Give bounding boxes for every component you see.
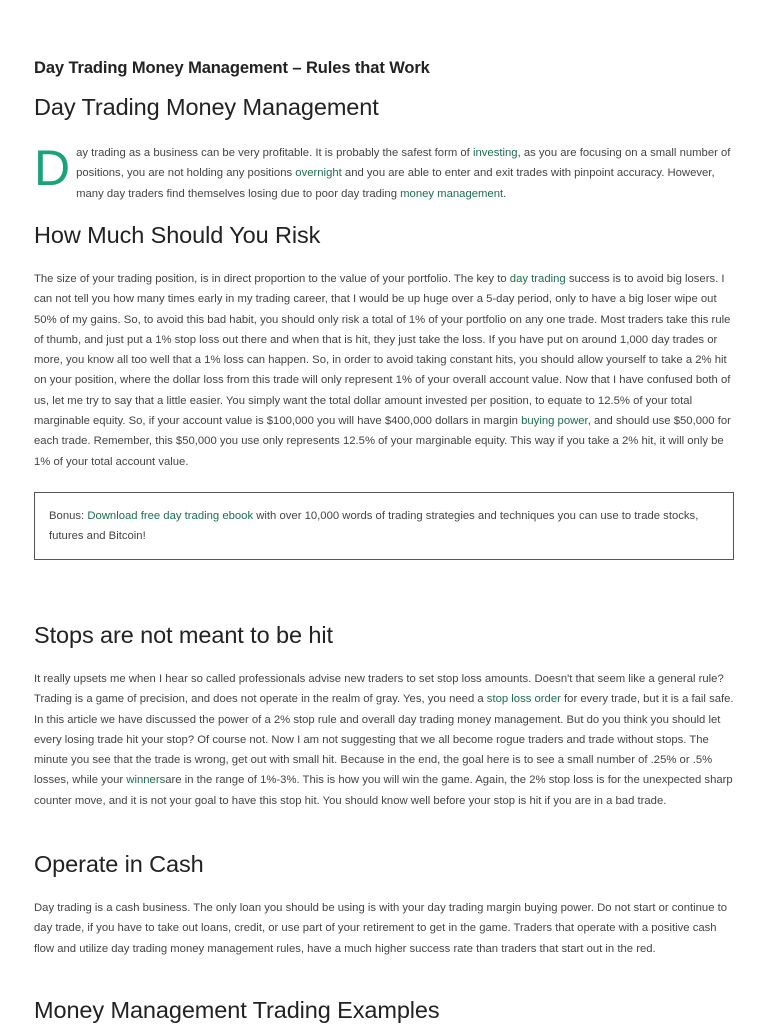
risk-paragraph [34, 269, 736, 472]
link-buying-power[interactable]: buying power [521, 415, 588, 428]
link-investing[interactable]: investing [472, 147, 518, 159]
intro-text-1: ay trading as a business can be very profitable. It is probably the safest form of [76, 147, 473, 159]
bonus-prefix: Bonus: [49, 510, 88, 522]
stops-text-2: for every trade, but it is a fail safe. In this article we have discussed the power of a 2% stop rule and overall day trading money management. But do you think you should let every losing trade hit your stop? Of course not. Now I am not suggesting that we all become rogue traders and trade without stops. The minute you see that the trade is wrong, get out with small hit. Because in the end, the goal here is to see a small number of .25% or .5% losses, while your [34, 693, 734, 787]
link-winners[interactable]: winners [126, 774, 166, 787]
link-download-ebook[interactable]: Download free day trading ebook [87, 510, 254, 522]
intro-text-4: . [503, 187, 507, 200]
section-heading-cash: Operate in Cash [34, 851, 204, 877]
bonus-text: with over 10,000 words of trading strategies and techniques you can use to trade stocks, futures and Bitcoin! [49, 510, 699, 543]
intro-paragraph [34, 140, 736, 204]
bonus-box [34, 492, 734, 560]
intro-text-2: , as you are focusing on a small number of positions, you are not holding any positions [76, 147, 731, 180]
link-overnight[interactable]: overnight [295, 167, 342, 180]
link-money-management[interactable]: money management [400, 187, 504, 200]
risk-text-1: The size of your trading position, is in direct proportion to the value of your portfolio. The key to [34, 273, 510, 285]
section-heading-money-management: Day Trading Money Management [34, 94, 379, 120]
stops-paragraph [34, 669, 736, 811]
intro-text-3: and you are able to enter and exit trades with pinpoint accuracy. However, many day traders find themselves losing due to poor day trading [76, 167, 715, 200]
section-heading-risk: How Much Should You Risk [34, 222, 321, 248]
stops-text-1: It really upsets me when I hear so called professionals advise new traders to set stop loss amounts. Doesn't that seem like a general rule? Trading is a game of precision, and does not operate in the realm of gray. Yes, you need a [34, 673, 724, 706]
stops-text-3: are in the range of 1%-3%. This is how you will win the game. Again, the 2% stop loss is for the unexpected sharp counter move, and it is not your goal to have this stop hit. You should know well before your stop is hit if you are in a bad trade. [34, 774, 733, 807]
section-heading-examples: Money Management Trading Examples [34, 997, 440, 1023]
cash-paragraph: Day trading is a cash business. The only loan you should be using is with your day trading margin buying power. Do not start or continue to day trade, if you have to take out loans, credit, or use part of your retirement to get in the game. Traders that operate with a positive cash flow and utilize day trading money management rules, have a much higher success rate than traders that start out in the red. [34, 902, 728, 955]
section-heading-stops: Stops are not meant to be hit [34, 622, 333, 648]
link-stop-loss-order[interactable]: stop loss order [486, 693, 561, 706]
link-day-trading[interactable]: day trading [509, 273, 566, 285]
risk-text-2: success is to avoid big losers. I can not tell you how many times early in my trading career, that I would be up huge over a 5-day period, only to have a big loser wipe out 50% of my gains. So, to avoid this bad habit, you should only risk a total of 1% of your portfolio on any one trade. Most traders take this rule of thumb, and just put a 1% stop loss out there and when that is hit, they just take the loss. If you have put on around 1,000 day trades or more, you know all too well that a 1% loss can happen. So, in order to avoid taking constant hits, you should allow yourself to take a 2% hit on your position, where the dollar loss from this trade will only represent 1% of your overall account value. Now that I have confused both of us, let me try to say that a little easier. You simply want the total dollar amount invested per position, to equate to 12.5% of your total marginable equity. So, if your account value is $100,000 you will have $400,000 dollars in margin [34, 273, 731, 428]
risk-text-3: , and should use $50,000 for each trade. Remember, this $50,000 you use only represents 12.5% of your marginable equity. This way if you take a 2% hit, it will only be 1% of your total account value. [34, 415, 731, 468]
bonus-paragraph [49, 506, 721, 547]
page-title: Day Trading Money Management – Rules that Work [34, 59, 430, 77]
drop-cap: D [34, 140, 71, 196]
